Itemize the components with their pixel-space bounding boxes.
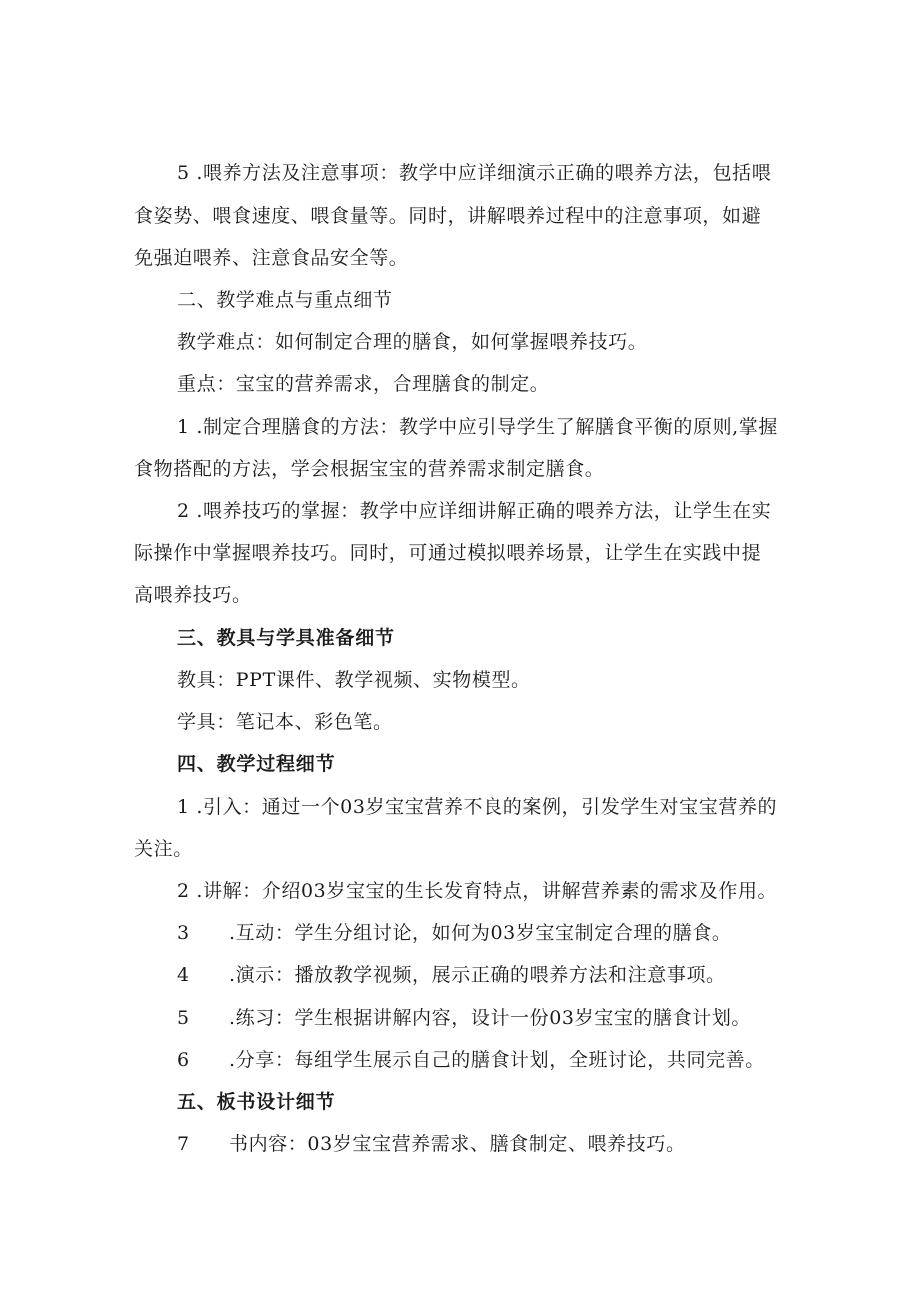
paragraph-line: 教学难点：如何制定合理的膳食，如何掌握喂养技巧。 <box>177 331 648 353</box>
paragraph-line: 关注。 <box>134 838 193 860</box>
paragraph-line: 际操作中掌握喂养技巧。同时，可通过模拟喂养场景，让学生在实践中提 <box>134 542 762 564</box>
list-number: 3 <box>177 922 190 944</box>
list-item-text: .练习：学生根据讲解内容，设计一份03岁宝宝的膳食计划。 <box>229 1007 752 1029</box>
list-item-text: .演示：播放教学视频，展示正确的喂养方法和注意事项。 <box>229 964 726 986</box>
list-number: 4 <box>177 964 190 986</box>
paragraph-line: 教具：PPT课件、教学视频、实物模型。 <box>177 669 531 691</box>
section-heading: 五、板书设计细节 <box>177 1091 336 1113</box>
paragraph-line: 2 .喂养技巧的掌握：教学中应详细讲解正确的喂养方法，让学生在实 <box>177 500 772 522</box>
list-number: 7 <box>177 1133 190 1155</box>
section-heading: 二、教学难点与重点细节 <box>177 289 393 311</box>
list-item-text: .分享：每组学生展示自己的膳食计划，全班讨论，共同完善。 <box>229 1049 765 1071</box>
paragraph-line: 免强迫喂养、注意食品安全等。 <box>134 247 409 269</box>
list-item-text: .互动：学生分组讨论，如何为03岁宝宝制定合理的膳食。 <box>229 922 732 944</box>
paragraph-line: 1 .引入：通过一个03岁宝宝营养不良的案例，引发学生对宝宝营养的 <box>177 796 778 818</box>
paragraph-line: 1 .制定合理膳食的方法：教学中应引导学生了解膳食平衡的原则,掌握 <box>177 416 779 438</box>
paragraph-line: 食姿势、喂食速度、喂食量等。同时，讲解喂养过程中的注意事项，如避 <box>134 205 762 227</box>
list-number: 6 <box>177 1049 190 1071</box>
paragraph-line: 高喂养技巧。 <box>134 584 252 606</box>
paragraph-line: 学具：笔记本、彩色笔。 <box>177 711 393 733</box>
list-item-text: 书内容：03岁宝宝营养需求、膳食制定、喂养技巧。 <box>229 1133 686 1155</box>
paragraph-line: 5 .喂养方法及注意事项：教学中应详细演示正确的喂养方法，包括喂 <box>177 162 772 184</box>
section-heading: 三、教具与学具准备细节 <box>177 627 395 649</box>
section-heading: 四、教学过程细节 <box>177 753 336 775</box>
paragraph-line: 重点：宝宝的营养需求，合理膳食的制定。 <box>177 373 550 395</box>
paragraph-line: 食物搭配的方法，学会根据宝宝的营养需求制定膳食。 <box>134 458 605 480</box>
list-number: 5 <box>177 1007 190 1029</box>
paragraph-line: 2 .讲解：介绍03岁宝宝的生长发育特点，讲解营养素的需求及作用。 <box>177 880 778 902</box>
